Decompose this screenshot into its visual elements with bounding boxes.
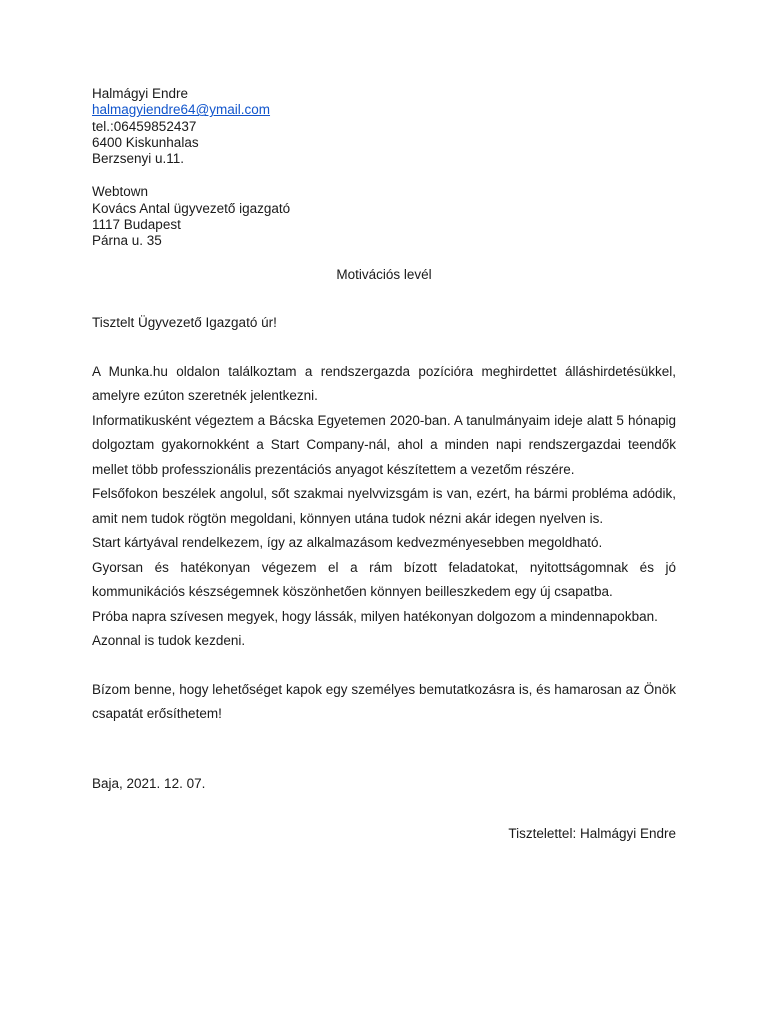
recipient-person: Kovács Antal ügyvezető igazgató xyxy=(92,200,291,216)
signature: Tisztelettel: Halmágyi Endre xyxy=(508,825,676,841)
paragraph: Gyorsan és hatékonyan végezem el a rám bízott feladatokat, nyitottságomnak és jó kommunikációs készségemnek köszönhetően könnyen beilleszkedem egy új csapatba. xyxy=(92,559,676,600)
letter-date: Baja, 2021. 12. 07. xyxy=(92,775,206,791)
sender-name: Halmágyi Endre xyxy=(92,86,189,101)
letter-page xyxy=(92,86,676,842)
sender-email-link[interactable]: halmagyiendre64@ymail.com xyxy=(92,102,271,118)
recipient-company: Webtown xyxy=(92,184,149,200)
letter-title: Motivációs levél xyxy=(336,266,432,282)
paragraph: Azonnal is tudok kezdeni. xyxy=(92,633,246,649)
paragraph: Próba napra szívesen megyek, hogy lássák, milyen hatékonyan dolgozom a mindennapokban. xyxy=(92,608,658,624)
paragraph: Start kártyával rendelkezem, így az alkalmazásom kedvezményesebben megoldható. xyxy=(92,535,603,551)
sender-city: 6400 Kiskunhalas xyxy=(92,134,199,150)
salutation: Tisztelt Ügyvezető Igazgató úr! xyxy=(92,314,277,330)
paragraph: Informatikusként végeztem a Bácska Egyetemen 2020-ban. A tanulmányaim ideje alatt 5 hónapig dolgoztam gyakornokként a Start Company-nál, ahol a minden napi rendszergazdai teendők mellet több professzionális prezentációs anyagot készítettem a vezetőm részére. xyxy=(92,412,676,477)
sender-phone: tel.:06459852437 xyxy=(92,118,197,134)
closing-paragraph: Bízom benne, hogy lehetőséget kapok egy személyes bemutatkozásra is, és hamarosan az Önök csapatát erősíthetem! xyxy=(92,681,676,722)
recipient-street: Párna u. 35 xyxy=(92,233,162,249)
paragraph: Felsőfokon beszélek angolul, sőt szakmai nyelvvizsgám is van, ezért, ha bármi probléma adódik, amit nem tudok rögtön megoldani, könnyen utána tudok nézni akár idegen nyelven is. xyxy=(92,486,676,526)
recipient-address-block xyxy=(92,184,676,249)
paragraph: A Munka.hu oldalon találkoztam a rendszergazda pozícióra meghirdettet álláshirdetésükkel, amelyre ezúton szeretnék jelentkezni. xyxy=(92,363,676,404)
sender-street: Berzsenyi u.11. xyxy=(92,151,185,167)
recipient-city: 1117 Budapest xyxy=(92,217,181,233)
sender-address-block xyxy=(92,86,676,167)
letter-body xyxy=(92,360,676,654)
